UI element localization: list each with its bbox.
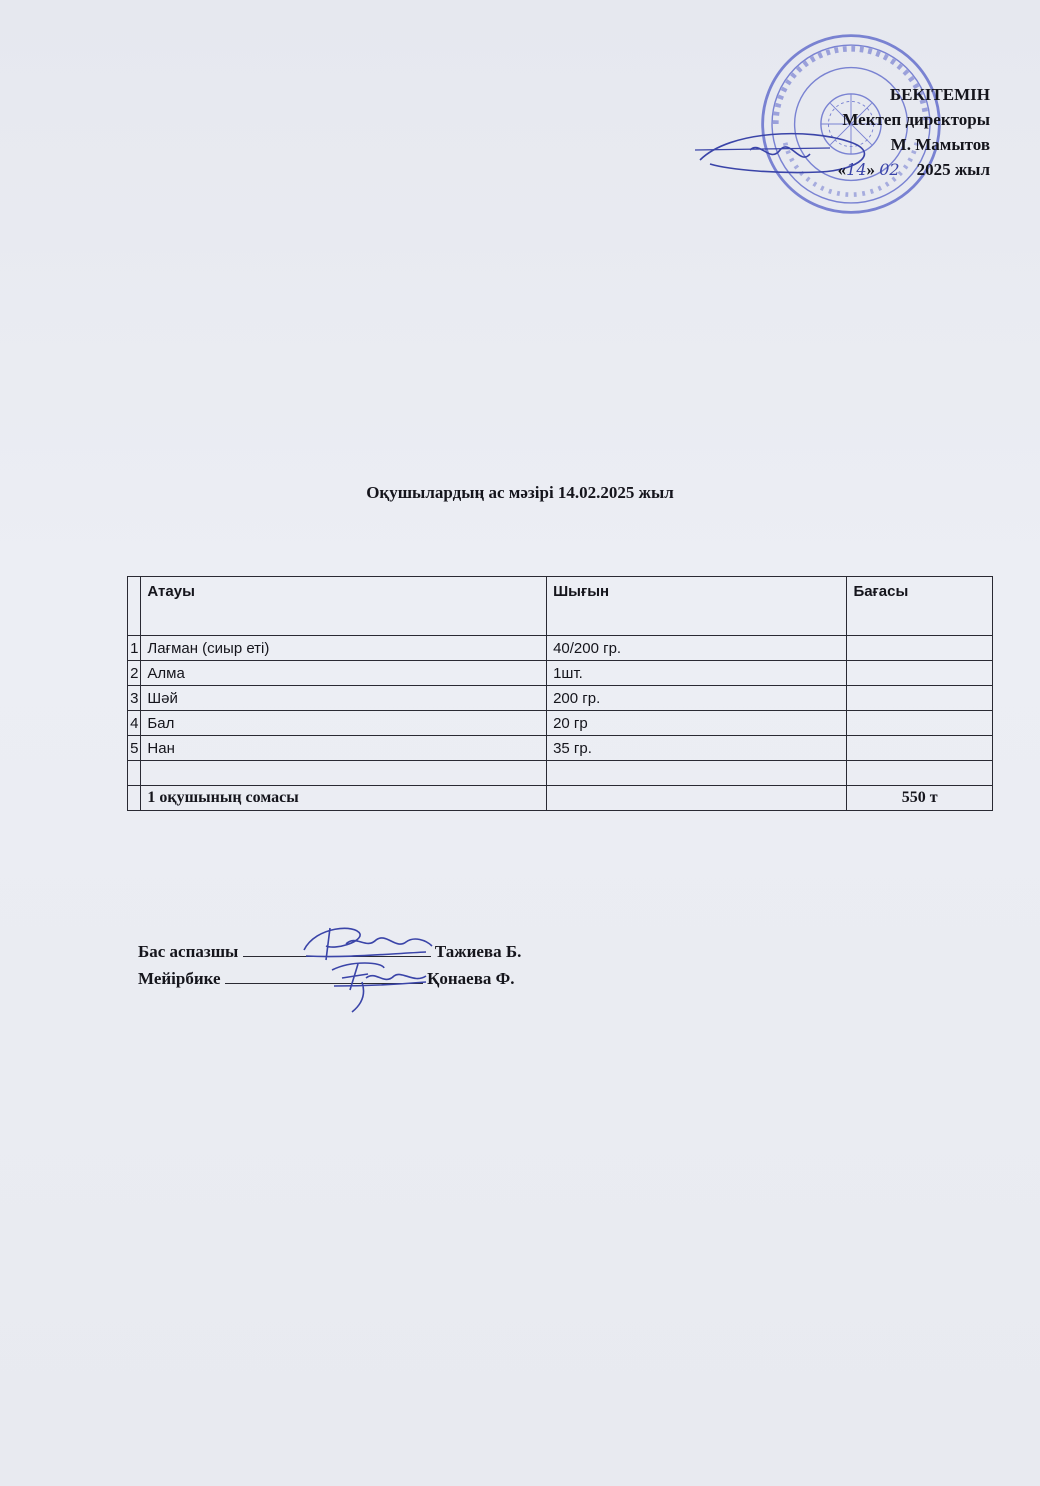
table-header-row	[128, 577, 993, 636]
menu-table	[127, 576, 993, 811]
table-row	[128, 711, 993, 736]
row-num: 1	[128, 636, 141, 661]
total-label: 1 оқушының сомасы	[141, 786, 547, 811]
date-day: 14	[846, 160, 867, 179]
total-qty	[547, 786, 847, 811]
row-num: 3	[128, 686, 141, 711]
table-row	[128, 736, 993, 761]
nurse-signature-icon	[322, 956, 432, 1014]
row-price	[847, 686, 993, 711]
row-qty: 200 гр.	[547, 686, 847, 711]
row-price	[847, 761, 993, 786]
nurse-label: Мейірбике	[138, 969, 221, 988]
row-num: 5	[128, 736, 141, 761]
approval-name: М. Мамытов	[890, 135, 990, 154]
page-title: Оқушылардың ас мәзірі 14.02.2025 жыл	[366, 483, 674, 502]
approval-heading: БЕКІТЕМІН	[889, 85, 990, 104]
row-qty: 40/200 гр.	[547, 636, 847, 661]
table-total-row	[128, 786, 993, 811]
date-mid: »	[866, 160, 875, 179]
row-price	[847, 636, 993, 661]
row-item: Шәй	[141, 686, 547, 711]
row-qty	[547, 761, 847, 786]
chef-label: Бас аспазшы	[138, 942, 239, 961]
date-year: 2025 жыл	[916, 160, 990, 179]
row-item: Алма	[141, 661, 547, 686]
approval-position: Мектеп директоры	[842, 110, 990, 129]
table-row	[128, 636, 993, 661]
row-price	[847, 736, 993, 761]
approval-date	[690, 157, 990, 182]
row-item: Нан	[141, 736, 547, 761]
row-qty: 35 гр.	[547, 736, 847, 761]
row-price	[847, 661, 993, 686]
chef-name: Тажиева Б.	[434, 942, 522, 961]
row-num: 4	[128, 711, 141, 736]
table-row	[128, 686, 993, 711]
date-open-quote: «	[837, 160, 847, 179]
table-row	[128, 661, 993, 686]
header-price: Бағасы	[847, 577, 993, 636]
row-num: 2	[128, 661, 141, 686]
date-month: 02	[879, 160, 900, 179]
row-qty: 20 гр	[547, 711, 847, 736]
row-price	[847, 711, 993, 736]
table-row	[128, 761, 993, 786]
row-qty: 1шт.	[547, 661, 847, 686]
row-num	[128, 761, 141, 786]
row-item	[141, 761, 547, 786]
approval-block	[690, 82, 990, 182]
row-item: Бал	[141, 711, 547, 736]
header-item: Атауы	[141, 577, 547, 636]
approval-name-line	[690, 132, 990, 157]
total-value: 550 т	[847, 786, 993, 811]
nurse-name: Қонаева Ф.	[427, 969, 515, 988]
row-item: Лағман (сиыр еті)	[141, 636, 547, 661]
total-num	[128, 786, 141, 811]
header-num	[128, 577, 141, 636]
header-qty: Шығын	[547, 577, 847, 636]
